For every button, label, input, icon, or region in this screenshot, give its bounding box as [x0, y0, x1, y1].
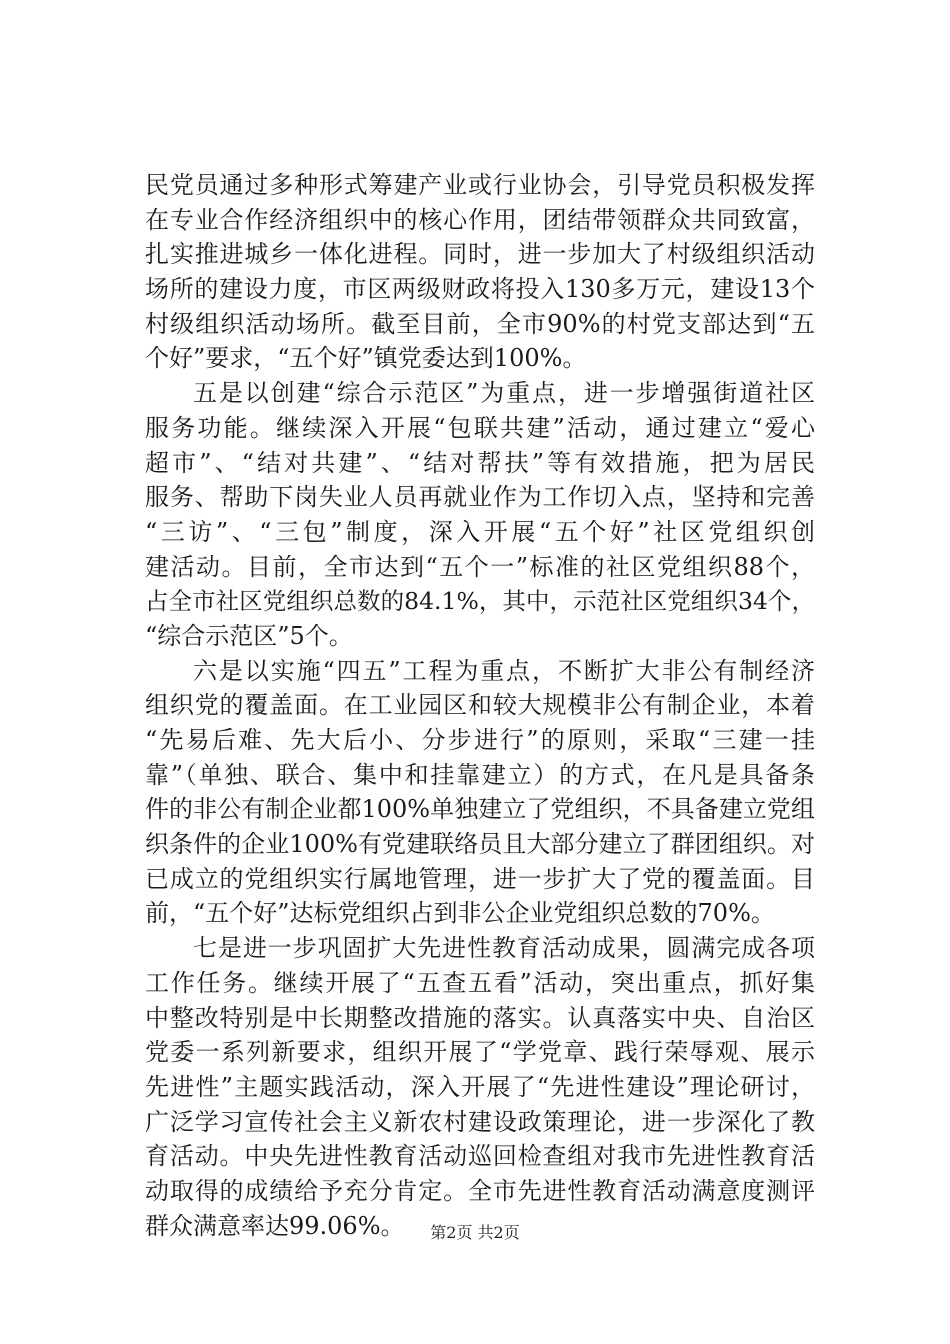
paragraph-first-line: 六是以实施“四五”工程为重点，不断扩大非公有制经济 [193, 656, 815, 685]
text-line: 织条件的企业100%有党建联络员且大部分建立了群团组织。对 [145, 830, 815, 859]
text-line: 在专业合作经济组织中的核心作用，团结带领群众共同致富， [145, 205, 815, 234]
text-line: 育活动。中央先进性教育活动巡回检查组对我市先进性教育活 [145, 1142, 815, 1171]
text-line: 建活动。目前，全市达到“五个一”标准的社区党组织88个， [145, 552, 815, 581]
text-line: 已成立的党组织实行属地管理，进一步扩大了党的覆盖面。目 [145, 864, 815, 893]
text-line: 个好”要求，“五个好”镇党委达到100%。 [145, 344, 587, 373]
document-body [145, 168, 815, 1243]
text-line: 件的非公有制企业都100%单独建立了党组织，不具备建立党组 [145, 795, 815, 824]
page-footer: 第2页 共2页 [430, 1223, 520, 1242]
text-line: 扎实推进城乡一体化进程。同时，进一步加大了村级组织活动 [145, 240, 815, 269]
text-line: 民党员通过多种形式筹建产业或行业协会，引导党员积极发挥 [145, 171, 815, 199]
text-line: 村级组织活动场所。截至目前，全市90%的村党支部达到“五 [145, 309, 815, 338]
text-line: 服务功能。继续深入开展“包联共建”活动，通过建立“爱心 [145, 413, 815, 442]
text-line: “三访”、“三包”制度，深入开展“五个好”社区党组织创 [145, 517, 815, 546]
text-line: 占全市社区党组织总数的84.1%，其中，示范社区党组织34个， [145, 587, 815, 616]
paragraph-first-line: 七是进一步巩固扩大先进性教育活动成果，圆满完成各项 [193, 934, 815, 963]
text-line: 群众满意率达99.06%。 [145, 1211, 405, 1240]
text-line: 广泛学习宣传社会主义新农村建设政策理论，进一步深化了教 [145, 1107, 815, 1136]
text-line: 组织党的覆盖面。在工业园区和较大规模非公有制企业，本着 [145, 691, 815, 720]
text-line: 工作任务。继续开展了“五查五看”活动，突出重点，抓好集 [145, 968, 815, 997]
text-line: 党委一系列新要求，组织开展了“学党章、践行荣辱观、展示 [145, 1038, 815, 1067]
text-line: 服务、帮助下岗失业人员再就业作为工作切入点，坚持和完善 [145, 483, 815, 512]
text-line: 动取得的成绩给予充分肯定。全市先进性教育活动满意度测评 [145, 1176, 815, 1205]
text-line: 中整改特别是中长期整改措施的落实。认真落实中央、自治区 [145, 1003, 815, 1032]
text-line: 场所的建设力度，市区两级财政将投入130多万元，建设13个 [145, 275, 815, 304]
paragraph-first-line: 五是以创建“综合示范区”为重点，进一步增强街道社区 [193, 379, 815, 408]
text-line: 靠”（单独、联合、集中和挂靠建立）的方式，在凡是具备条 [145, 760, 815, 789]
text-line: 先进性”主题实践活动，深入开展了“先进性建设”理论研讨， [145, 1072, 815, 1101]
text-line: “先易后难、先大后小、分步进行”的原则，采取“三建一挂 [145, 726, 815, 754]
text-line: 前，“五个好”达标党组织占到非公企业党组织总数的70%。 [145, 899, 775, 928]
text-line: “综合示范区”5个。 [145, 621, 353, 650]
text-line: 超市”、“结对共建”、“结对帮扶”等有效措施，把为居民 [145, 448, 815, 477]
